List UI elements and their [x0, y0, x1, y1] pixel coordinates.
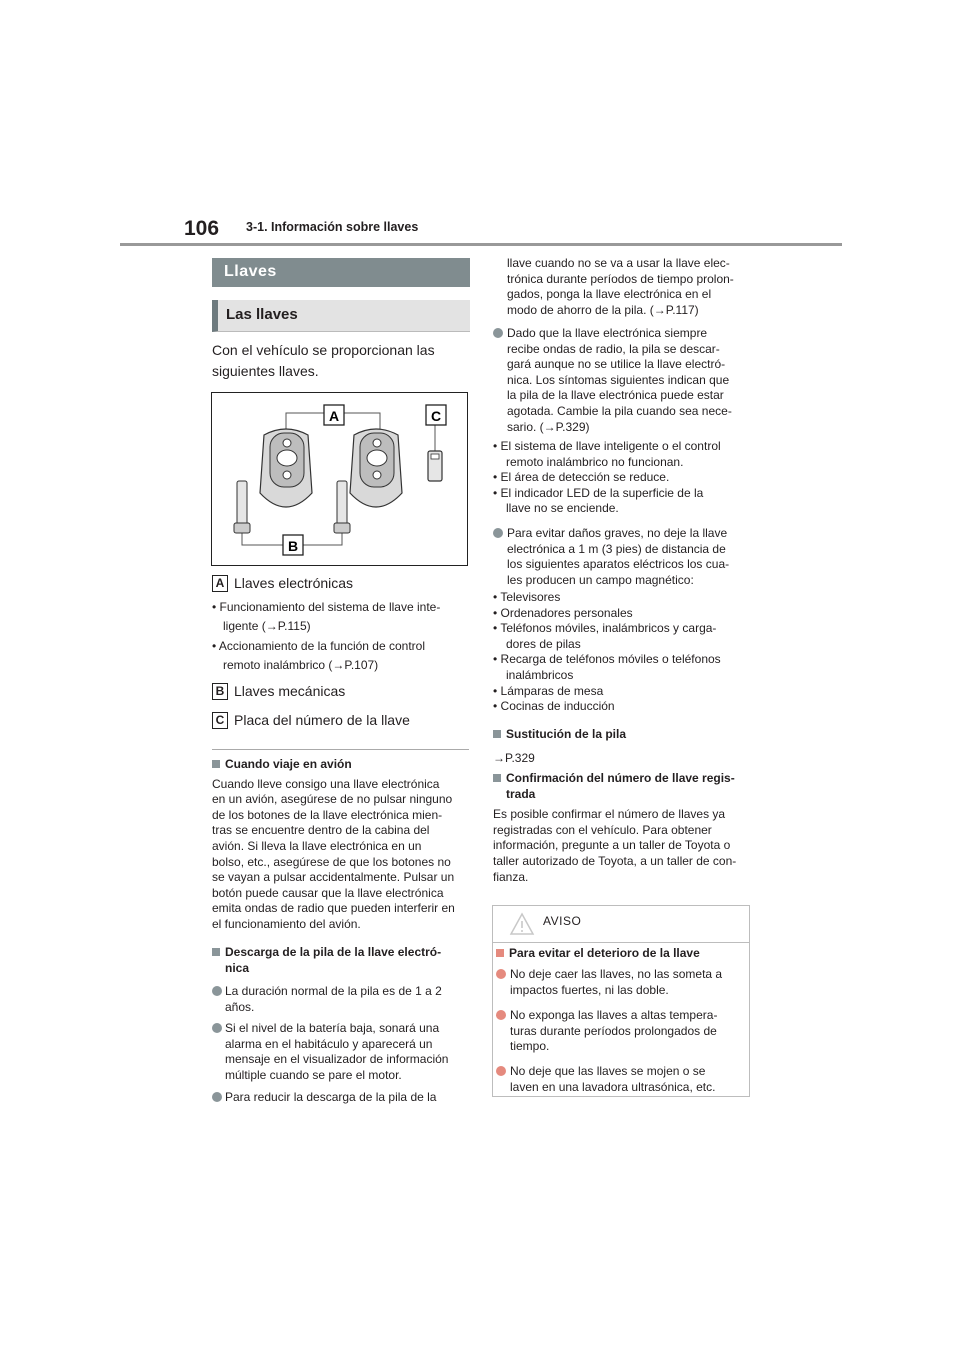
circle-bullet-icon [493, 528, 503, 538]
text-line: nica. Los síntomas siguientes indican que [507, 372, 730, 387]
bullet-item [212, 1021, 472, 1083]
confirm-title [493, 771, 757, 787]
confirm-paragraph [493, 807, 757, 885]
text-line: impactos fuertes, ni las doble. [510, 982, 669, 997]
circle-bullet-icon [212, 1023, 222, 1033]
text-line: electrónica a 1 m (3 pies) de distancia de [507, 541, 726, 556]
warning-header [493, 906, 749, 943]
text-line: gará aunque no se utilice la llave electró- [507, 357, 726, 372]
list-item: • Cocinas de inducción [493, 699, 615, 714]
warning-item [496, 1064, 746, 1095]
text-line: taller autorizado de Toyota, a un taller de con- [493, 853, 737, 868]
list-item: • Lámparas de mesa [493, 683, 604, 698]
warning-title [496, 946, 746, 962]
text-line: bolso, etc., asegúrese de que los botones no [212, 854, 451, 869]
circle-bullet-icon [496, 1066, 506, 1076]
text-line: Para evitar daños graves, no deje la llave [507, 526, 728, 540]
text-line: alarma en el habitáculo y aparecerá un [225, 1036, 433, 1051]
list-item-cont: dores de pilas [506, 636, 581, 651]
chapter-heading-bar [212, 258, 470, 287]
square-bullet-icon [493, 730, 501, 738]
text-line: les producen un campo magnético: [507, 572, 694, 587]
warning-triangle-icon [509, 912, 535, 936]
bullet-item [493, 326, 757, 435]
figure-label-c: C [430, 408, 442, 424]
legend-item-b [212, 683, 470, 703]
replace-section [493, 727, 757, 766]
figure-label-a: A [328, 408, 340, 424]
electronic-key-right [350, 429, 402, 507]
text-line: trónica durante períodos de tiempo prolon- [507, 271, 734, 286]
warning-label: AVISO [543, 914, 582, 928]
text-line: Para reducir la descarga de la pila de la [225, 1090, 437, 1104]
text-line: Cuando lleve consigo una llave electrónica [212, 776, 440, 791]
device-list [493, 590, 757, 715]
text-line: modo de ahorro de la pila. (→P.117) [507, 302, 699, 317]
list-item: • Funcionamiento del sistema de llave inte- [212, 600, 441, 614]
text-line: agotada. Cambie la pila cuando sea nece- [507, 403, 732, 418]
airplane-title [212, 757, 472, 773]
list-item: • Televisores [493, 590, 561, 604]
text-line: Dado que la llave electrónica siempre [507, 326, 708, 340]
text-line: Si el nivel de la batería baja, sonará una [225, 1021, 440, 1035]
text-line: botón puede causar que la llave electrónica [212, 885, 444, 900]
circle-bullet-icon [496, 969, 506, 979]
symptom-list [493, 439, 757, 517]
list-item: • El área de detección se reduce. [493, 470, 670, 485]
airplane-title-text: Cuando viaje en avión [225, 757, 352, 771]
subheading-bar [212, 300, 470, 332]
text-line: tiempo. [510, 1039, 550, 1054]
replace-title [493, 727, 757, 743]
legend-item-a [212, 575, 470, 595]
discharge-section [212, 945, 472, 976]
title-line: Descarga de la pila de la llave electró- [225, 945, 442, 959]
text-line: información, pregunte a un taller de Toyota o [493, 838, 731, 853]
chapter-heading: Llaves [224, 263, 277, 280]
warning-item [496, 967, 746, 998]
text-line: años. [225, 999, 255, 1014]
bullet-item [493, 526, 757, 588]
text-line: recibe ondas de radio, la pila se descar- [507, 341, 720, 356]
list-item: • Recarga de teléfonos móviles o teléfonos [493, 652, 721, 667]
list-item: • Teléfonos móviles, inalámbricos y carga- [493, 621, 717, 636]
list-item-cont: inalámbricos [506, 667, 574, 682]
square-bullet-icon [493, 774, 501, 782]
list-item-cont: remoto inalámbrico (→P.107) [223, 658, 379, 672]
airplane-paragraph [212, 777, 472, 933]
figure-label-b: B [287, 538, 299, 554]
text-line: No exponga las llaves a altas tempera- [510, 1008, 718, 1022]
list-item-cont: ligente (→P.115) [223, 619, 311, 633]
mechanical-key-left [234, 481, 250, 533]
text-line: No deje caer las llaves, no las someta a [510, 967, 723, 981]
intro-line: Con el vehículo se proporcionan las [212, 342, 435, 358]
text-line: registradas con el vehículo. Para obtener [493, 822, 712, 837]
electronic-key-left [260, 429, 312, 507]
subheading: Las llaves [226, 306, 298, 323]
airplane-section [212, 757, 472, 933]
text-line: fianza. [493, 869, 529, 884]
warning-item [496, 1008, 746, 1055]
text-line: avión. Si lleva la llave electrónica en un [212, 838, 422, 853]
page-reference: →P.329 [493, 750, 535, 765]
text-line: el funcionamiento del avión. [212, 916, 361, 931]
square-bullet-icon [212, 760, 220, 768]
text-line: múltiple cuando se pare el motor. [225, 1067, 402, 1082]
list-item: • El indicador LED de la superficie de la [493, 485, 704, 500]
header-rule [120, 243, 842, 246]
text-line: turas durante períodos prolongados de [510, 1023, 717, 1038]
text-line: laven en una lavadora ultrasónica, etc. [510, 1079, 716, 1094]
legend-letter: A [212, 575, 228, 592]
text-line: La duración normal de la pila es de 1 a 2 [225, 984, 442, 998]
list-item: • Accionamiento de la función de control [212, 639, 425, 653]
page-number: 106 [184, 217, 220, 240]
bullet-item [212, 1090, 472, 1106]
list-item: • El sistema de llave inteligente o el control [493, 439, 721, 453]
title-line: trada [506, 786, 536, 801]
text-line: de los botones de la llave electrónica mien- [212, 807, 443, 822]
list-item: • Ordenadores personales [493, 605, 633, 620]
bullet-list [212, 599, 470, 673]
confirm-section [493, 771, 757, 885]
circle-bullet-icon [493, 328, 503, 338]
title-line: nica [225, 960, 250, 975]
legend-text: Placa del número de la llave [234, 712, 410, 728]
square-bullet-icon [212, 948, 220, 956]
text-line: la pila de la llave electrónica puede estar [507, 388, 724, 403]
text-line: en un avión, asegúrese de no pulsar ninguno [212, 792, 453, 807]
title-line: Confirmación del número de llave regis- [506, 771, 735, 785]
legend-text: Llaves mecánicas [234, 683, 346, 699]
title-text: Sustitución de la pila [506, 727, 627, 741]
text-line: No deje que las llaves se mojen o se [510, 1064, 706, 1078]
circle-bullet-icon [212, 1092, 222, 1102]
circle-bullet-icon [212, 986, 222, 996]
key-number-plate [428, 451, 442, 481]
legend-text: Llaves electrónicas [234, 575, 354, 591]
title-text: Para evitar el deterioro de la llave [509, 946, 700, 960]
text-line: llave cuando no se va a usar la llave elec- [507, 256, 730, 270]
text-line: gados, ponga la llave electrónica en el [507, 287, 712, 302]
intro-line: siguientes llaves. [212, 363, 319, 379]
section-divider [212, 749, 469, 750]
text-line: sario. (→P.329) [507, 419, 590, 434]
text-line: los siguientes aparatos eléctricos los cua- [507, 557, 730, 572]
text-line: emita ondas de radio que pueden interferir en [212, 901, 455, 916]
text-line: tras se encuentre dentro de la cabina del [212, 823, 430, 838]
discharge-title [212, 945, 472, 961]
text-line: Es posible confirmar el número de llaves ya [493, 807, 726, 822]
text-line: mensaje en el visualizador de información [225, 1052, 449, 1067]
intro-text [212, 340, 470, 382]
list-item-cont: remoto inalámbrico no funcionan. [506, 454, 684, 469]
legend-item-c [212, 712, 470, 732]
keys-diagram [212, 393, 467, 565]
text-line: se vayan a pulsar accidentalmente. Pulsar un [212, 870, 455, 885]
legend-letter: C [212, 712, 228, 729]
circle-bullet-icon [496, 1010, 506, 1020]
keys-illustration [211, 392, 468, 566]
mechanical-key-right [334, 481, 350, 533]
legend-letter: B [212, 683, 228, 700]
warning-box [492, 905, 750, 1097]
section-title: 3-1. Información sobre llaves [246, 220, 419, 234]
bullet-item [212, 984, 472, 1015]
square-bullet-icon [496, 949, 504, 957]
list-item-cont: llave no se enciende. [506, 501, 619, 516]
continued-text [507, 256, 757, 318]
